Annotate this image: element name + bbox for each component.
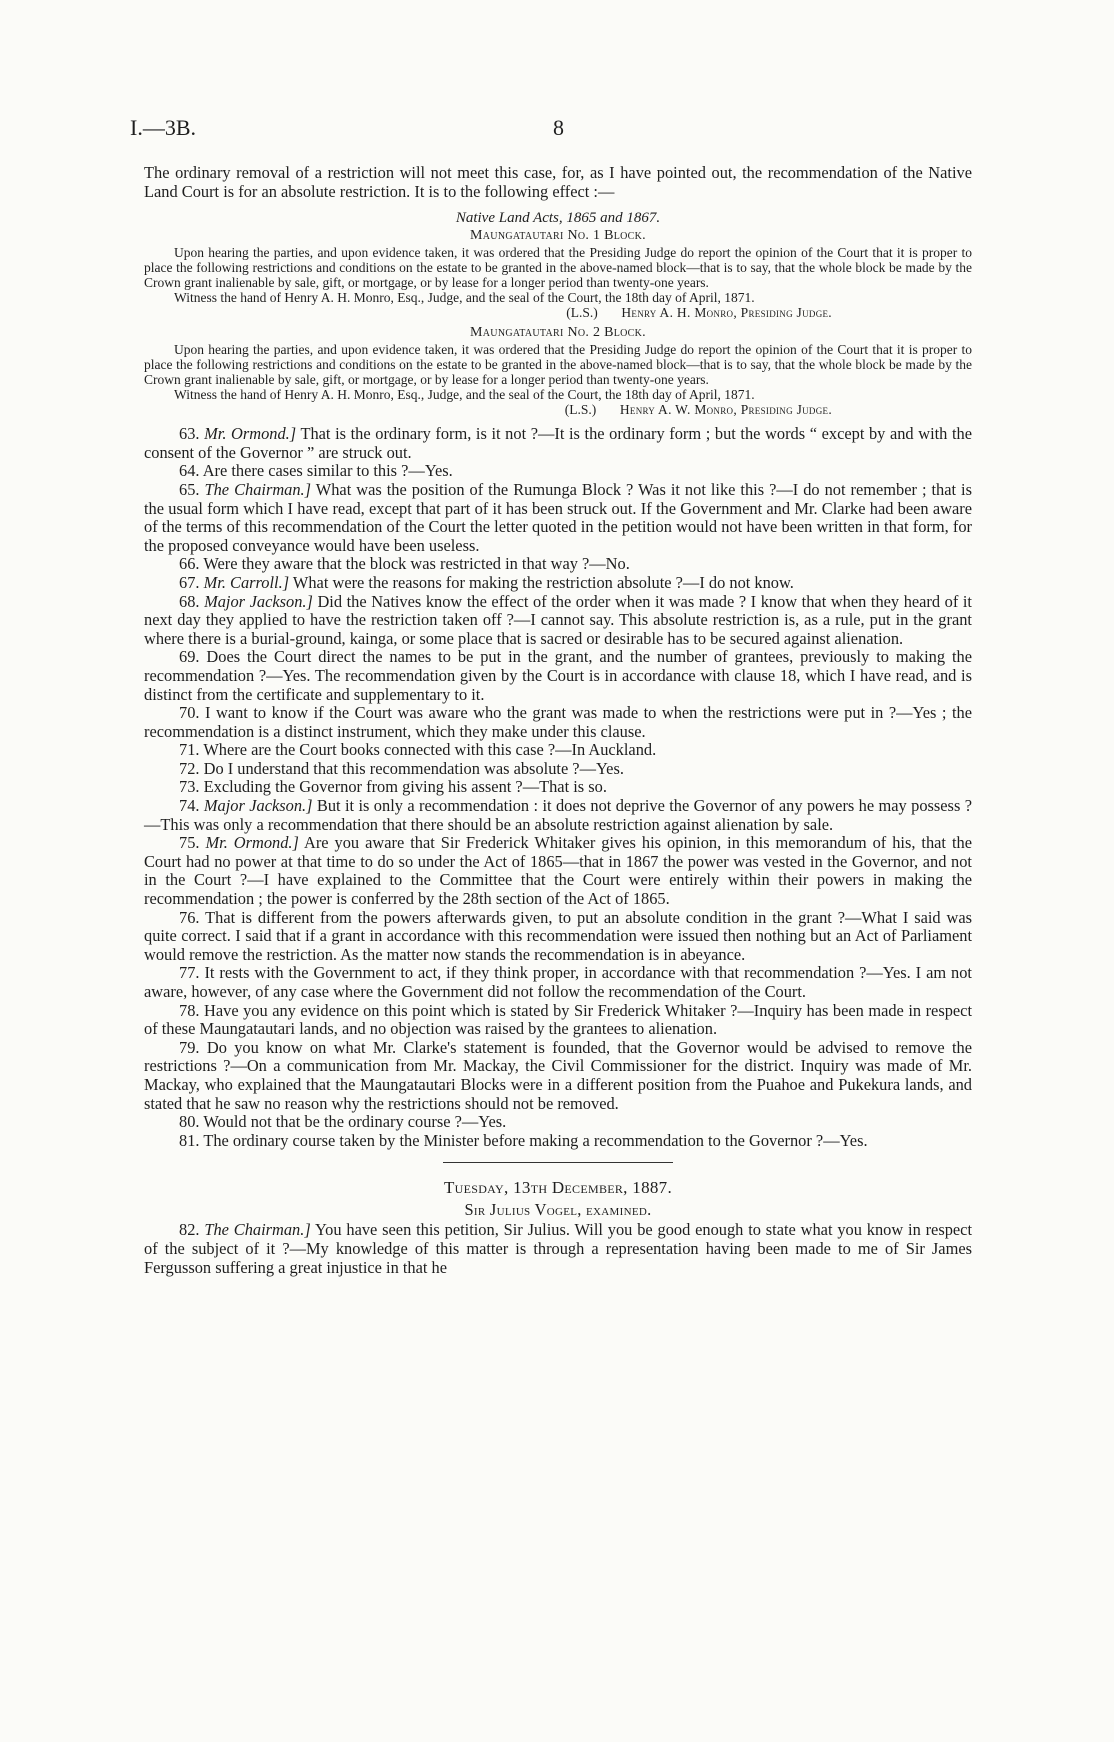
question-paragraph [144, 1113, 972, 1132]
block1-seal: (L.S.) [566, 305, 598, 321]
question-text: It rests with the Government to act, if they think proper, in accordance with that recommendation ?—Yes. I am not aware, however, of any case where the Government did not follow the recommendation of the Court. [144, 963, 972, 1001]
question-paragraph [144, 462, 972, 481]
block2-seal-line [144, 402, 972, 417]
question-text: Are you aware that Sir Frederick Whitaker gives his opinion, in this memorandum of his, that the Court had no power at that time to do so under the Act of 1865—that in 1867 the power was vested in the Governor, and not in the Court ?—I have explained to the Committee that the Court were entirely within their powers in making the recommendation ; the power is conferred by the 28th section of the Act of 1865. [144, 833, 972, 909]
question-text: Do I understand that this recommendation was absolute ?—Yes. [203, 758, 624, 778]
question-number: 67. [179, 572, 200, 592]
question-paragraph [144, 648, 972, 704]
question-paragraph [144, 760, 972, 779]
question-text: Would not that be the ordinary course ?—Yes. [203, 1112, 507, 1132]
block2-text: Upon hearing the parties, and upon evidence taken, it was ordered that the Presiding Judge do report the opinion of the Court that it is proper to place the following restrictions and conditions on the estate to be granted in the above-named block—that is to say, that the whole block be made by the Crown grant inalienable by sale, gift, or mortgage, or by lease for a longer period than twenty-one years. [144, 342, 972, 388]
session-witness: Sir Julius Vogel, examined. [464, 1200, 652, 1220]
question-number: 70. [179, 703, 200, 723]
question-text: Have you any evidence on this point which is stated by Sir Frederick Whitaker ?—Inquiry has been made in respect of these Maungatautari lands, and no objection was raised by the grantees to alienation. [144, 1000, 972, 1039]
question-number: 78. [179, 1000, 200, 1020]
block2-signature: Henry A. W. Monro, Presiding Judge. [619, 402, 832, 418]
question-paragraph [144, 555, 972, 574]
question-text: Excluding the Governor from giving his assent ?—That is so. [203, 777, 607, 797]
question-paragraph [144, 593, 972, 649]
section-divider [443, 1162, 673, 1163]
block1-title: Maungatautari No. 1 Block. [470, 228, 646, 244]
question-number: 79. [179, 1037, 200, 1057]
question-paragraph [144, 1002, 972, 1039]
block2-witness: Witness the hand of Henry A. H. Monro, Esq., Judge, and the seal of the Court, the 18th day of April, 1871. [174, 387, 755, 403]
block2-seal: (L.S.) [564, 402, 597, 418]
question-paragraph [144, 964, 972, 1001]
question-paragraph [144, 778, 972, 797]
question-text: But it is only a recommendation : it does not deprive the Governor of any powers he may possess ?—This was only a recommendation that there should be an absolute restriction against alienation by sale. [144, 796, 972, 834]
question-text: The ordinary course taken by the Minister before making a recommendation to the Governor ?—Yes. [203, 1130, 868, 1150]
question-text: You have seen this petition, Sir Julius. Will you be good enough to state what you know in respect of the subject of it ?—My knowledge of this matter is through a representation having been made to me of Sir James Fergusson suffering a great injustice in that he [144, 1220, 973, 1277]
question-paragraph [144, 741, 972, 760]
question-text: Where are the Court books connected with this case ?—In Auckland. [203, 740, 657, 760]
question-paragraph [144, 909, 972, 965]
intro-paragraph: The ordinary removal of a restriction will not meet this case, for, as I have pointed out, the recommendation of the Native Land Court is for an absolute restriction. It is to the following effect :— [144, 163, 972, 201]
question-number: 71. [179, 740, 200, 760]
question-paragraph [144, 481, 972, 555]
question-number: 72. [179, 758, 200, 778]
speaker-name: Major Jackson.] [203, 796, 313, 816]
speaker-name: Mr. Ormond.] [205, 833, 299, 853]
speaker-name: Mr. Carroll.] [203, 572, 290, 592]
question-paragraph [144, 1132, 972, 1151]
question-number: 80. [179, 1112, 200, 1132]
session-date: Tuesday, 13th December, 1887. [443, 1178, 673, 1198]
question-text: Does the Court direct the names to be put in the grant, and the number of grantees, previously to making the recommendation ?—Yes. The recommendation given by the Court is in accordance with clause 18, which I have read, and is distinct from the certificate and supplementary to it. [144, 647, 972, 704]
question-paragraph [144, 1221, 972, 1277]
block1-witness: Witness the hand of Henry A. H. Monro, Esq., Judge, and the seal of the Court, the 18th day of April, 1871. [174, 290, 755, 306]
block1-seal-line [144, 305, 972, 320]
speaker-name: The Chairman.] [204, 479, 312, 499]
question-paragraph [144, 574, 972, 593]
question-paragraph [144, 425, 972, 462]
question-text: What was the position of the Rumunga Block ? Was it not like this ?—I do not remember ; that is the usual form which I have read, except that part of it has been struck out. If the Government and Mr. Clarke had been aware of the terms of this recommendation of the Court the letter quoted in the petition would not have been written in that form, for the proposed conveyance would have been useless. [144, 479, 972, 555]
question-number: 65. [179, 479, 200, 499]
page-number: 8 [553, 115, 564, 140]
question-number: 69. [179, 647, 200, 667]
question-number: 63. [179, 424, 200, 444]
question-text: Do you know on what Mr. Clarke's statement is founded, that the Governor would be advised to remove the restrictions ?—On a communication from Mr. Mackay, the Civil Commissioner for the district. Inquiry was made of Mr. Mackay, who explained that the Maungatautari Blocks were in a different position from the Puahoe and Pukekura lands, and stated that he saw no reason why the restrictions should not be removed. [144, 1037, 972, 1113]
question-number: 82. [179, 1220, 200, 1240]
question-number: 66. [179, 554, 200, 574]
question-text: That is the ordinary form, is it not ?—It is the ordinary form ; but the words “ except by and with the consent of the Governor ” are struck out. [144, 424, 972, 462]
paper-reference: I.—3B. [130, 115, 196, 140]
quoted-recommendation [144, 205, 972, 421]
evidence-questions-part1 [144, 425, 972, 1150]
quote-heading: Native Land Acts, 1865 and 1867. [455, 210, 661, 227]
question-number: 77. [179, 963, 200, 983]
speaker-name: Major Jackson.] [204, 591, 313, 611]
question-paragraph [144, 834, 972, 908]
question-text: Did the Natives know the effect of the order when it was made ? I know that when they heard of it next day they applied to have the restriction taken off ?—I cannot say. This absolute restriction is, as a rule, put in the grant where there is a burial-ground, kainga, or some place that is sacred or desirable has to be secured against alienation. [144, 591, 972, 648]
block1-signature: Henry A. H. Monro, Presiding Judge. [621, 305, 832, 321]
question-text: What were the reasons for making the restriction absolute ?—I do not know. [292, 572, 794, 592]
question-paragraph [144, 1039, 972, 1113]
question-number: 81. [179, 1130, 200, 1150]
question-text: That is different from the powers afterwards given, to put an absolute condition in the grant ?—What I said was quite correct. I said that if a grant in accordance with this recommendation were issued then nothing but an Act of Parliament would remove the restriction. As the matter now stands the recommendation is in abeyance. [144, 907, 973, 964]
speaker-name: Mr. Ormond.] [204, 424, 297, 444]
question-text: Are there cases similar to this ?—Yes. [202, 461, 453, 481]
question-paragraph [144, 704, 972, 741]
block1-text: Upon hearing the parties, and upon evidence taken, it was ordered that the Presiding Judge do report the opinion of the Court that it is proper to place the following restrictions and conditions on the estate to be granted in the above-named block—that is to say, that the whole block be made by the Crown grant inalienable by sale, gift, or mortgage, or by lease for a longer period than twenty-one years. [144, 245, 972, 291]
question-text: I want to know if the Court was aware who the grant was made to when the restrictions were put in ?—Yes ; the recommendation is a distinct instrument, which they make under this clause. [144, 703, 972, 741]
evidence-questions-part2 [144, 1221, 972, 1277]
question-number: 68. [179, 591, 200, 611]
question-number: 74. [179, 796, 200, 816]
page-header [0, 115, 1114, 145]
question-number: 73. [179, 777, 200, 797]
block2-title: Maungatautari No. 2 Block. [470, 325, 646, 341]
question-text: Were they aware that the block was restricted in that way ?—No. [203, 554, 630, 574]
document-body [144, 164, 972, 1277]
question-paragraph [144, 797, 972, 834]
question-number: 75. [179, 833, 200, 853]
speaker-name: The Chairman.] [204, 1220, 311, 1240]
question-number: 76. [179, 907, 200, 927]
question-number: 64. [179, 461, 200, 481]
